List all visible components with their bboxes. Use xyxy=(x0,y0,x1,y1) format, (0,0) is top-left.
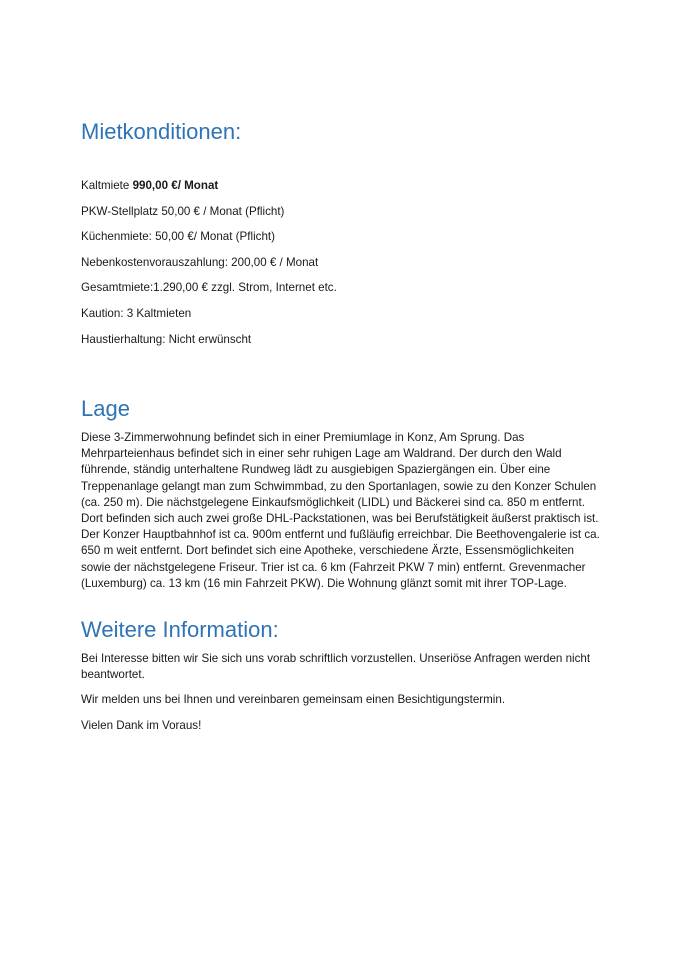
condition-value: 990,00 €/ Monat xyxy=(132,179,219,192)
condition-kaltmiete xyxy=(81,179,337,193)
condition-label: PKW-Stellplatz 50,00 € / Monat (Pflicht) xyxy=(81,204,285,218)
weitere-paragraph-interest: Bei Interesse bitten wir Sie sich uns vorab schriftlich vorzustellen. Unseriöse Anfragen werden nicht beantwortet. xyxy=(81,652,591,682)
condition-label: Gesamtmiete:1.290,00 € zzgl. Strom, Internet etc. xyxy=(81,281,337,295)
condition-nebenkosten xyxy=(81,256,337,270)
condition-label: Haustierhaltung: Nicht erwünscht xyxy=(81,332,252,346)
lage-text: Diese 3-Zimmerwohnung befindet sich in einer Premiumlage in Konz, Am Sprung. Das Mehrparteienhaus befindet sich in einer sehr ruhigen Lage am Waldrand. Der durch den Wald führende, ständig unterhaltene Rundweg lädt zu ausgiebigen Spaziergängen ein. Über eine Treppenanlage gelangt man zum Schwimmbad, zu den Sportanlagen, sowie zu den Konzer Schulen (ca. 250 m). Die nächstgelegene Einkaufsmöglichkeit (LIDL) und Bäckerei sind ca. 850 m entfernt. Dort befinden sich auch zwei große DHL-Packstationen, was bei Berufstätigkeit äußerst praktisch ist. Der Konzer Hauptbahnhof ist ca. 900m entfernt und fußläufig erreichbar. Die Beethovengalerie ist ca. 650 m weit entfernt. Dort befindet sich eine Apotheke, verschiedene Ärzte, Essensmöglichkeiten sowie der nächstgelegene Friseur. Trier ist ca. 6 km (Fahrzeit PKW 7 min) entfernt. Grevenmacher (Luxemburg) ca. 13 km (16 min Fahrzeit PKW). Die Wohnung glänzt somit mit ihrer TOP-Lage. xyxy=(81,431,600,590)
weitere-heading: Weitere Information: xyxy=(81,617,279,642)
weitere-paragraph-contact: Wir melden uns bei Ihnen und vereinbaren gemeinsam einen Besichtigungstermin. xyxy=(81,693,506,707)
condition-label: Kaution: 3 Kaltmieten xyxy=(81,306,192,320)
weitere-block xyxy=(81,651,601,743)
condition-kuechenmiete xyxy=(81,230,337,244)
lage-heading: Lage xyxy=(81,396,130,421)
condition-stellplatz xyxy=(81,205,337,219)
condition-label: Kaltmiete xyxy=(81,179,133,192)
mietkonditionen-list xyxy=(81,179,337,358)
condition-label: Küchenmiete: 50,00 €/ Monat (Pflicht) xyxy=(81,230,275,244)
condition-kaution xyxy=(81,307,337,321)
condition-label: Nebenkostenvorauszahlung: 200,00 € / Monat xyxy=(81,255,319,269)
mietkonditionen-heading: Mietkonditionen: xyxy=(81,119,242,144)
weitere-paragraph-thanks: Vielen Dank im Voraus! xyxy=(81,718,202,732)
condition-gesamtmiete xyxy=(81,281,337,295)
condition-haustiere xyxy=(81,333,337,347)
